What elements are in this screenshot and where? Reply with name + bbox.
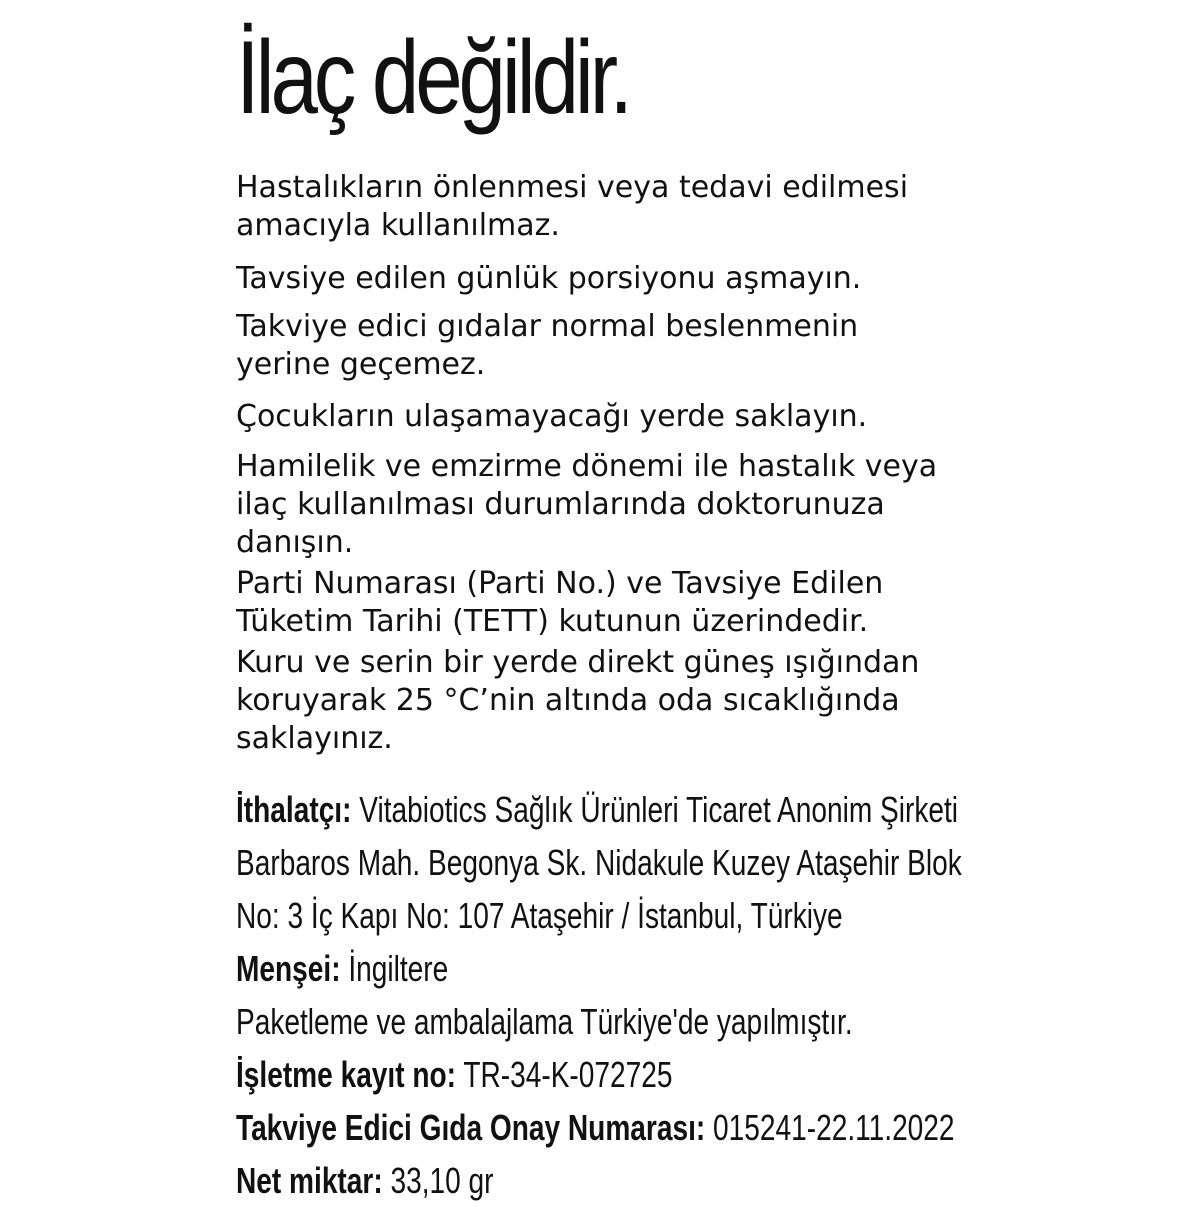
importer-value: Vitabiotics Sağlık Ürünleri Ticaret Anonim Şirketi — [351, 789, 959, 830]
importer-label: İthalatçı: — [236, 789, 352, 830]
approval-value: 015241-22.11.2022 — [705, 1107, 955, 1148]
warning-daily-portion: Tavsiye edilen günlük porsiyonu aşmayın. — [236, 261, 862, 296]
note-batch-expiry: Parti Numarası (Parti No.) ve Tavsiye Edilen Tüketim Tarihi (TETT) kutunun üzerindedir. — [236, 566, 884, 639]
origin-label: Menşei: — [236, 948, 341, 989]
registration-row — [236, 1048, 1000, 1101]
warning-not-for-treatment: Hastalıkların önlenmesi veya tedavi edilmesi amacıyla kullanılmaz. — [236, 170, 909, 243]
net-amount-value: 33,10 gr — [382, 1160, 494, 1201]
origin-row — [236, 942, 1000, 995]
importer-row — [236, 783, 1000, 836]
product-info-section — [236, 783, 1200, 1207]
registration-value: TR-34-K-072725 — [456, 1054, 673, 1095]
packaging-text: Paketleme ve ambalajlama Türkiye'de yapılmıştır. — [236, 1001, 853, 1042]
address-line-2: No: 3 İç Kapı No: 107 Ataşehir / İstanbul, Türkiye — [236, 895, 843, 936]
importer-address-line-1 — [236, 836, 1000, 889]
address-line-1: Barbaros Mah. Begonya Sk. Nidakule Kuzey Ataşehir Blok — [236, 842, 962, 883]
net-amount-label: Net miktar: — [236, 1160, 383, 1201]
warnings-section — [236, 169, 996, 758]
registration-label: İşletme kayıt no: — [236, 1054, 457, 1095]
importer-address-line-2 — [236, 889, 1000, 942]
approval-label: Takviye Edici Gıda Onay Numarası: — [236, 1107, 706, 1148]
origin-value: İngiltere — [340, 948, 449, 989]
packaging-row — [236, 995, 1000, 1048]
approval-row — [236, 1101, 1000, 1154]
warning-keep-from-children: Çocukların ulaşamayacağı yerde saklayın. — [236, 399, 868, 434]
storage-instructions: Kuru ve serin bir yerde direkt güneş ışığından koruyarak 25 °C’nin altında oda sıcaklığında saklayınız. — [236, 645, 920, 756]
page-title: İlaç değildir. — [236, 20, 629, 136]
warning-not-substitute: Takviye edici gıdalar normal beslenmenin yerine geçemez. — [236, 309, 859, 382]
label-document — [236, 0, 1186, 1201]
warning-pregnancy: Hamilelik ve emzirme dönemi ile hastalık veya ilaç kullanılması durumlarında doktorunuza danışın. — [236, 449, 938, 560]
net-amount-row — [236, 1154, 1000, 1207]
